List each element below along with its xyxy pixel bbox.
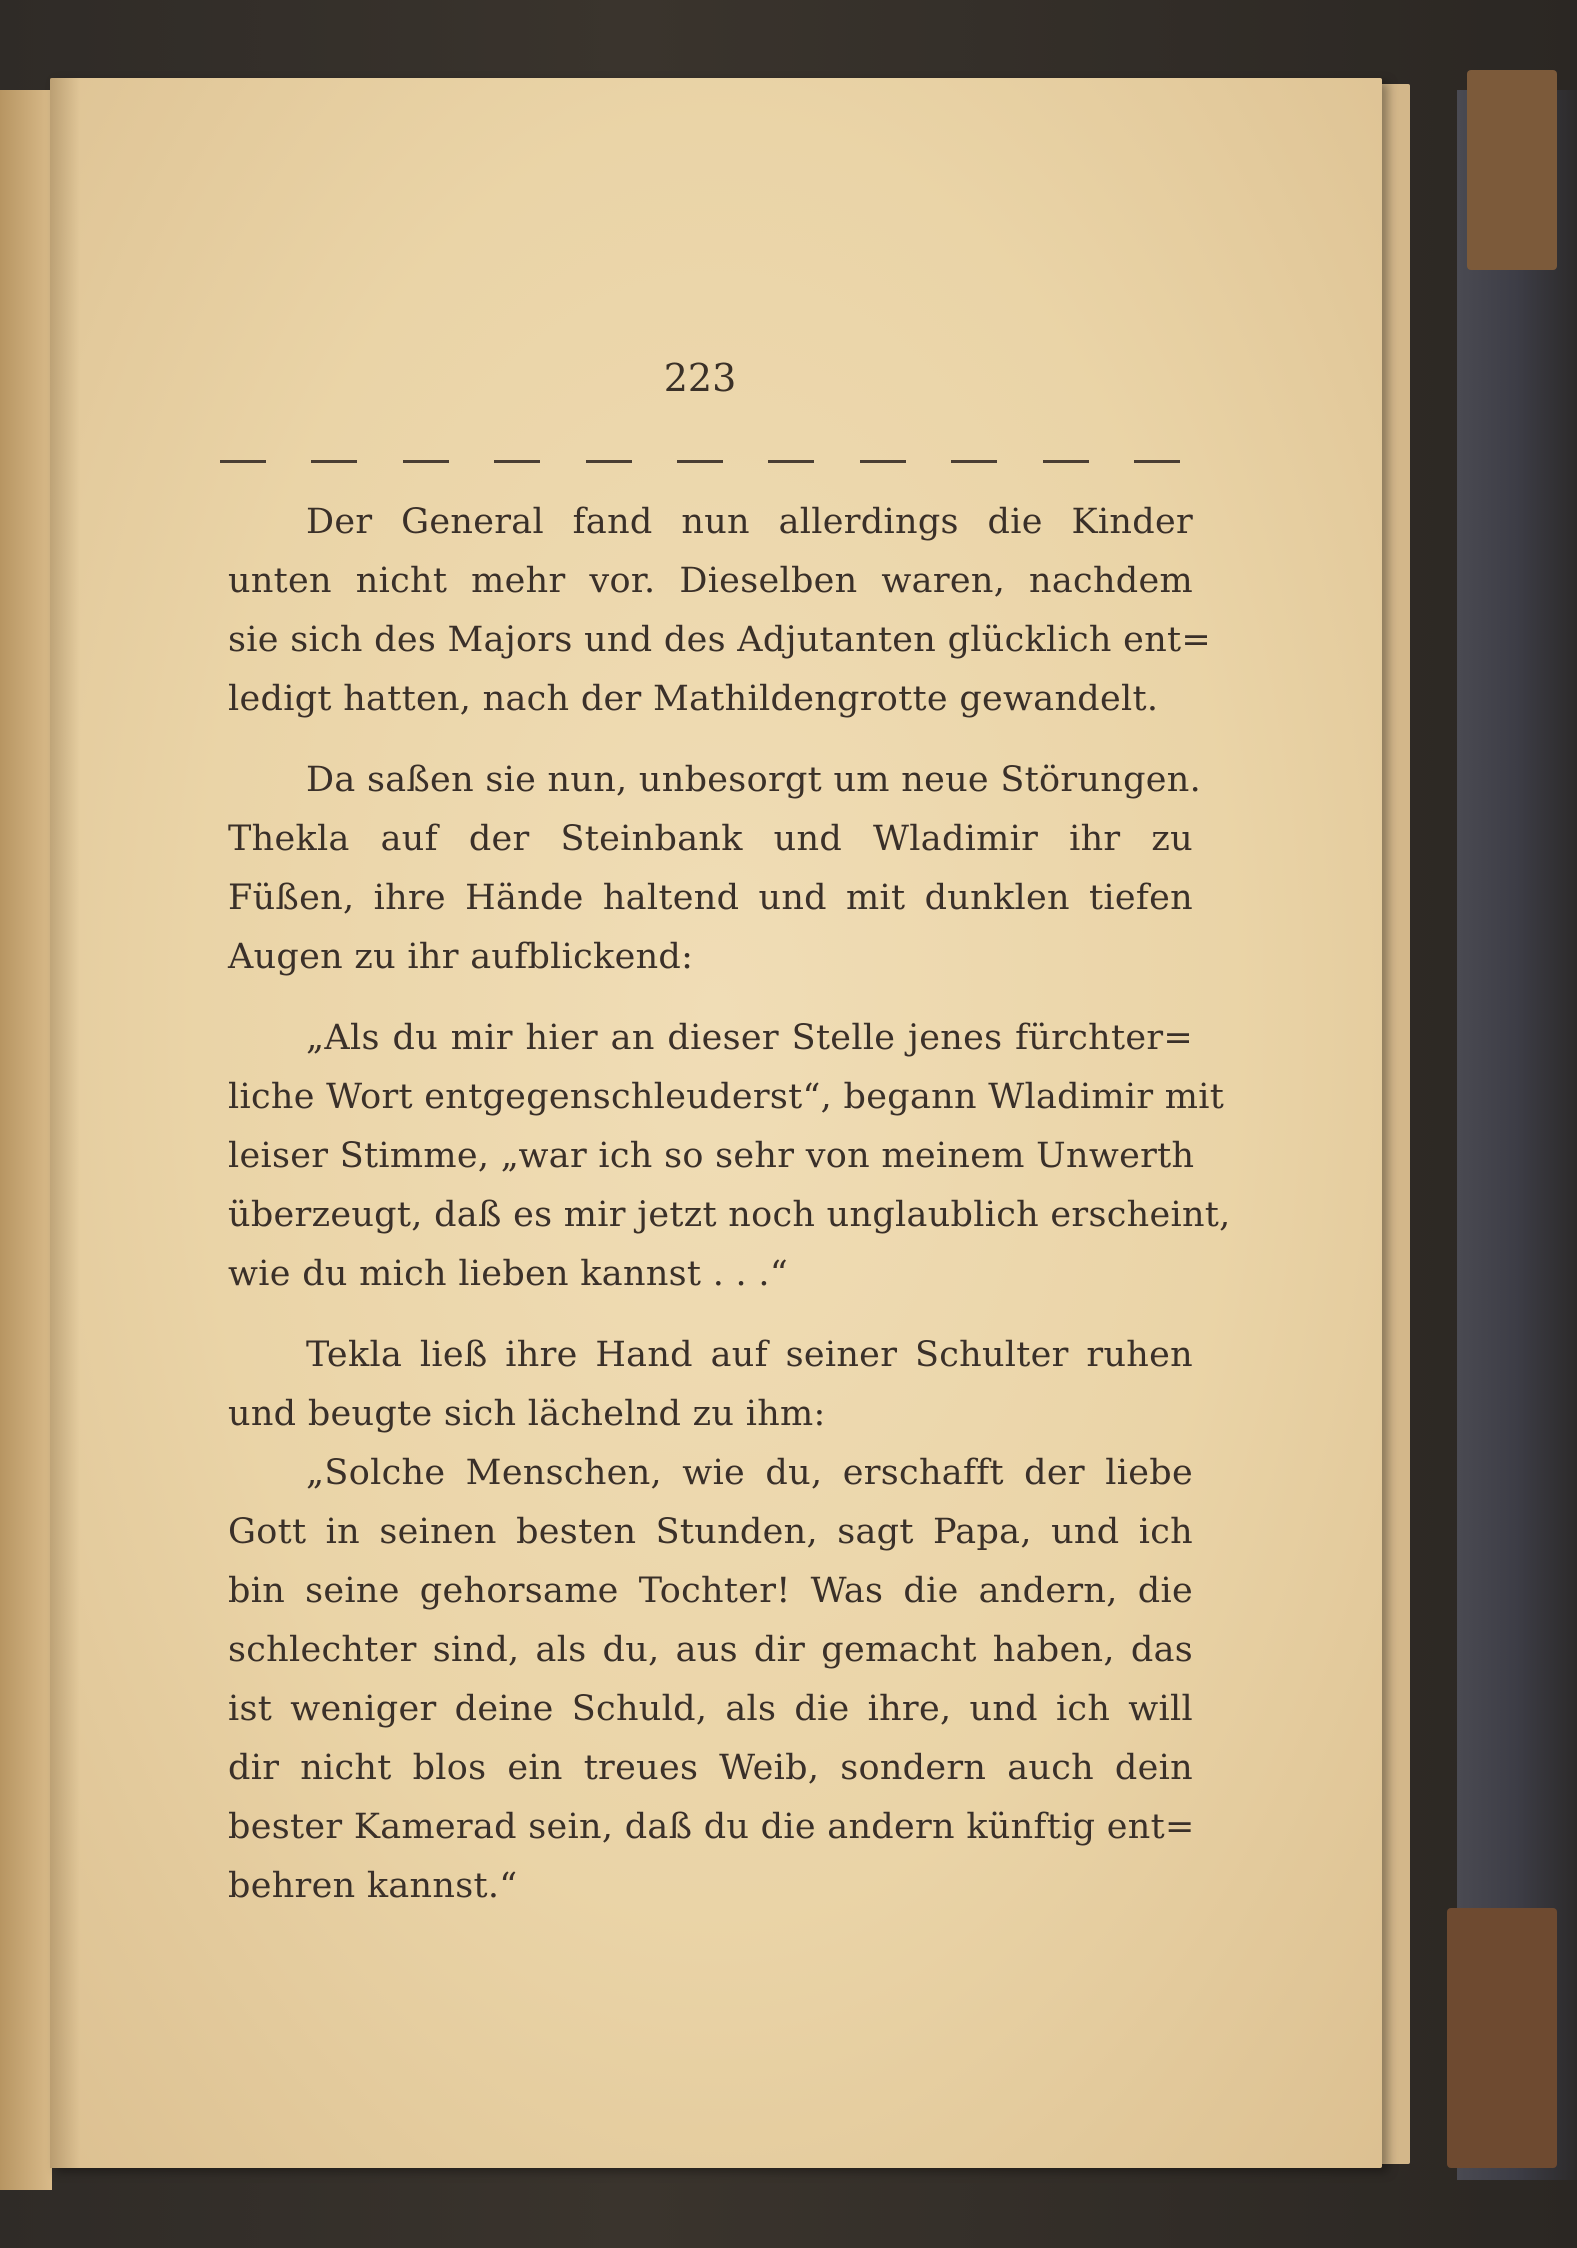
text-line: bin seine gehorsame Tochter! Was die andern, die: [228, 1571, 1193, 1611]
page-number: 223: [663, 356, 737, 400]
paragraph-1: [228, 493, 1212, 729]
dash: [860, 460, 906, 463]
dash: [311, 460, 357, 463]
text-line: schlechter sind, als du, aus dir gemacht haben, das: [228, 1630, 1193, 1670]
text-line: behren kannst.“: [228, 1866, 518, 1906]
dash: [494, 460, 540, 463]
dash: [1043, 460, 1089, 463]
text-line: Der General fand nun allerdings die Kinder: [306, 502, 1193, 542]
text-line: Augen zu ihr aufblickend:: [228, 937, 694, 977]
text-line: und beugte sich lächelnd zu ihm:: [228, 1394, 826, 1434]
leather-corner-bottom: [1447, 1908, 1557, 2168]
text-line: ledigt hatten, nach der Mathildengrotte gewandelt.: [228, 679, 1159, 719]
text-line: Füßen, ihre Hände haltend und mit dunklen tiefen: [228, 878, 1193, 918]
text-line: ist weniger deine Schuld, als die ihre, und ich will: [228, 1689, 1193, 1729]
paragraph-2: [228, 751, 1202, 987]
text-line: „Solche Menschen, wie du, erschafft der liebe: [306, 1453, 1193, 1493]
text-line: Thekla auf der Steinbank und Wladimir ihr zu: [228, 819, 1193, 859]
text-line: leiser Stimme, „war ich so sehr von meinem Unwerth: [228, 1136, 1195, 1176]
paragraph-5: [228, 1444, 1193, 1916]
dash: [220, 460, 266, 463]
text-line: dir nicht blos ein treues Weib, sondern auch dein: [228, 1748, 1193, 1788]
text-line: überzeugt, daß es mir jetzt noch unglaublich erscheint,: [228, 1195, 1231, 1235]
dash: [586, 460, 632, 463]
dash: [403, 460, 449, 463]
paragraph-4: [228, 1326, 1193, 1444]
text-line: Da saßen sie nun, unbesorgt um neue Störungen.: [306, 760, 1202, 800]
paragraph-spacer: [228, 729, 1193, 751]
page-body-text: [228, 493, 1231, 1916]
dash: [1134, 460, 1180, 463]
facing-page-edge: [0, 90, 52, 2190]
paragraph-3: [228, 1009, 1231, 1304]
book-spine-edge: [1457, 90, 1577, 2180]
dash: [768, 460, 814, 463]
leather-corner-top: [1467, 70, 1557, 270]
paragraph-spacer: [228, 1304, 1193, 1326]
text-line: Gott in seinen besten Stunden, sagt Papa, und ich: [228, 1512, 1193, 1552]
dash: [951, 460, 997, 463]
text-line: liche Wort entgegenschleuderst“, begann Wladimir mit: [228, 1077, 1225, 1117]
text-line: Tekla ließ ihre Hand auf seiner Schulter ruhen: [306, 1335, 1193, 1375]
text-line: sie sich des Majors und des Adjutanten glücklich ent=: [228, 620, 1212, 660]
text-line: bester Kamerad sein, daß du die andern künftig ent=: [228, 1807, 1195, 1847]
paragraph-spacer: [228, 987, 1193, 1009]
gutter-shadow: [50, 78, 80, 2168]
book-page: [50, 78, 1382, 2168]
text-line: wie du mich lieben kannst . . .“: [228, 1254, 789, 1294]
dash: [677, 460, 723, 463]
text-line: „Als du mir hier an dieser Stelle jenes fürchter=: [306, 1018, 1193, 1058]
dashed-separator: [220, 460, 1180, 463]
text-line: unten nicht mehr vor. Dieselben waren, nachdem: [228, 561, 1193, 601]
